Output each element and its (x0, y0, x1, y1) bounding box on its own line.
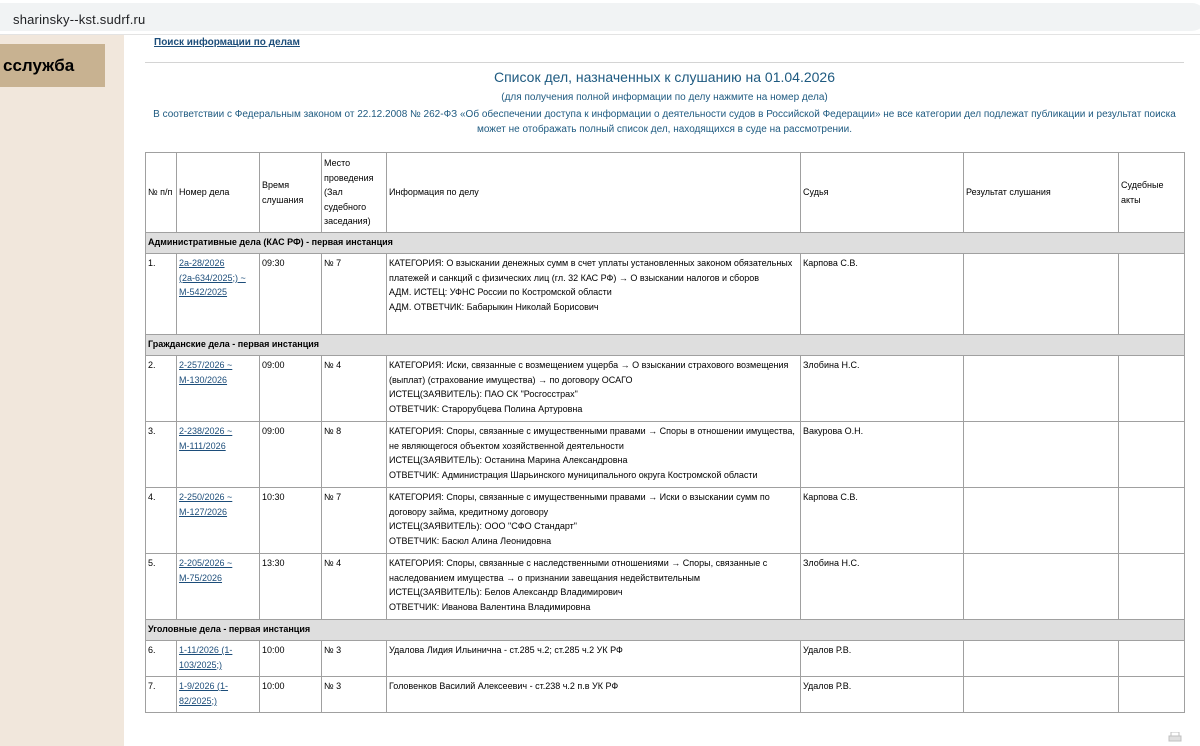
column-header: Место проведения (Зал судебного заседания) (322, 153, 387, 233)
info-line: КАТЕГОРИЯ: Иски, связанные с возмещением ущерба → О взыскании страхового возмещения (выплат) (страхование имущества) → по договору ОСАГО (389, 360, 789, 385)
section-title: Уголовные дела - первая инстанция (146, 620, 1185, 641)
courtroom: № 8 (322, 422, 387, 488)
info-line: КАТЕГОРИЯ: Споры, связанные с имущественными правами → Споры в отношении имущества, не являющегося объектом хозяйственной деятельности (389, 426, 795, 451)
hearing-result (964, 677, 1119, 713)
hearing-time: 10:00 (260, 677, 322, 713)
judge: Карпова С.В. (801, 254, 964, 335)
hearing-result (964, 488, 1119, 554)
info-line: ИСТЕЦ(ЗАЯВИТЕЛЬ): Белов Александр Владимирович (389, 587, 623, 598)
row-number: 5. (146, 554, 177, 620)
case-search-link[interactable]: Поиск информации по делам (154, 37, 300, 48)
case-number-link[interactable]: 1-9/2026 (1-82/2025;) (179, 681, 229, 706)
legal-notice: В соответствии с Федеральным законом от 22.12.2008 № 262-ФЗ «Об обеспечении доступа к информации о деятельности судов в Российской Федерации» не все категории дел подлежат публикации и результат поиска может не отображать полный список дел, находящихся в суде на рассмотрении. (153, 109, 1176, 135)
case-number-link[interactable]: 2-238/2026 ~ М-111/2026 (179, 426, 233, 451)
case-info (387, 554, 801, 620)
hearing-result (964, 254, 1119, 335)
row-number: 4. (146, 488, 177, 554)
info-line: ОТВЕТЧИК: Басюл Алина Леонидовна (389, 535, 552, 546)
row-number: 1. (146, 254, 177, 335)
court-acts (1119, 488, 1185, 554)
info-line: ОТВЕТЧИК: Администрация Шарьинского муниципального округа Костромской области (389, 469, 758, 480)
info-line: КАТЕГОРИЯ: Споры, связанные с имущественными правами → Иски о взыскании сумм по договору займа, кредитному договору (389, 492, 770, 517)
section-header-row (146, 335, 1185, 356)
judge: Злобина Н.С. (801, 554, 964, 620)
table-row (146, 554, 1185, 620)
case-info (387, 254, 801, 335)
case-info (387, 677, 801, 713)
court-acts (1119, 554, 1185, 620)
url-text[interactable]: sharinsky--kst.sudrf.ru (13, 12, 146, 27)
sidebar-menu-button[interactable]: сслужба (0, 44, 105, 87)
courtroom: № 4 (322, 356, 387, 422)
hearing-result (964, 356, 1119, 422)
court-acts (1119, 677, 1185, 713)
case-number-link[interactable]: 2-257/2026 ~ М-130/2026 (179, 360, 233, 385)
divider (145, 62, 1184, 63)
table-row (146, 422, 1185, 488)
info-line: АДМ. ИСТЕЦ: УФНС России по Костромской области (389, 287, 612, 298)
judge: Злобина Н.С. (801, 356, 964, 422)
case-info (387, 356, 801, 422)
cases-table (145, 152, 1185, 713)
court-acts (1119, 254, 1185, 335)
judge: Удалов Р.В. (801, 677, 964, 713)
section-header-row (146, 620, 1185, 641)
table-row (146, 356, 1185, 422)
case-number-link[interactable]: 1-11/2026 (1-103/2025;) (179, 645, 233, 670)
column-header: Время слушания (260, 153, 322, 233)
judge: Карпова С.В. (801, 488, 964, 554)
section-title: Гражданские дела - первая инстанция (146, 335, 1185, 356)
table-header-row (146, 153, 1185, 233)
info-line: ОТВЕТЧИК: Старорубцева Полина Артуровна (389, 403, 583, 414)
case-number-link[interactable]: 2а-28/2026 (2а-634/2025;) ~ М-542/2025 (179, 258, 246, 298)
info-line: ОТВЕТЧИК: Иванова Валентина Владимировна (389, 601, 591, 612)
case-number-link[interactable]: 2-250/2026 ~ М-127/2026 (179, 492, 233, 517)
section-title: Административные дела (КАС РФ) - первая инстанция (146, 233, 1185, 254)
row-number: 7. (146, 677, 177, 713)
table-row (146, 641, 1185, 677)
hearing-time: 09:00 (260, 422, 322, 488)
column-header: Информация по делу (387, 153, 801, 233)
courtroom: № 7 (322, 254, 387, 335)
url-field[interactable] (0, 3, 1200, 31)
info-line: ИСТЕЦ(ЗАЯВИТЕЛЬ): ПАО СК "Росгосстрах" (389, 389, 578, 400)
courtroom: № 3 (322, 677, 387, 713)
info-line: Головенков Василий Алексеевич - ст.238 ч.2 п.в УК РФ (389, 681, 619, 691)
judge: Вакурова О.Н. (801, 422, 964, 488)
table-body (146, 233, 1185, 713)
browser-address-bar (0, 0, 1200, 35)
hearing-result (964, 422, 1119, 488)
page-subtitle: (для получения полной информации по делу нажмите на номер дела) (501, 92, 828, 103)
case-info (387, 422, 801, 488)
hearing-time: 13:30 (260, 554, 322, 620)
column-header: № п/п (146, 153, 177, 233)
info-line: КАТЕГОРИЯ: О взыскании денежных сумм в счет уплаты установленных законом обязательных платежей и санкций с физических лиц (гл. 32 КАС РФ) → О взыскании налогов и сборов (389, 258, 793, 283)
section-header-row (146, 233, 1185, 254)
column-header: Результат слушания (964, 153, 1119, 233)
court-acts (1119, 356, 1185, 422)
courtroom: № 7 (322, 488, 387, 554)
row-number: 2. (146, 356, 177, 422)
row-number: 6. (146, 641, 177, 677)
court-acts (1119, 422, 1185, 488)
left-sidebar (0, 35, 124, 746)
case-info (387, 488, 801, 554)
info-line: ИСТЕЦ(ЗАЯВИТЕЛЬ): Останина Марина Александровна (389, 455, 628, 466)
info-line: КАТЕГОРИЯ: Споры, связанные с наследственными отношениями → Споры, связанные с наследованием имущества → о признании завещания недействительным (389, 558, 768, 583)
judge: Удалов Р.В. (801, 641, 964, 677)
courtroom: № 3 (322, 641, 387, 677)
case-info (387, 641, 801, 677)
hearing-time: 10:30 (260, 488, 322, 554)
court-acts (1119, 641, 1185, 677)
column-header: Судебные акты (1119, 153, 1185, 233)
info-line: ИСТЕЦ(ЗАЯВИТЕЛЬ): ООО "СФО Стандарт" (389, 521, 577, 532)
hearing-result (964, 554, 1119, 620)
courtroom: № 4 (322, 554, 387, 620)
column-header: Судья (801, 153, 964, 233)
page-title: Список дел, назначенных к слушанию на 01.04.2026 (493, 69, 835, 85)
info-line: Удалова Лидия Ильинична - ст.285 ч.2; ст.285 ч.2 УК РФ (389, 645, 623, 655)
column-header: Номер дела (177, 153, 260, 233)
hearing-time: 09:00 (260, 356, 322, 422)
table-row (146, 488, 1185, 554)
table-row (146, 677, 1185, 713)
table-row (146, 254, 1185, 335)
hearing-time: 09:30 (260, 254, 322, 335)
hearing-time: 10:00 (260, 641, 322, 677)
hearing-result (964, 641, 1119, 677)
case-number-link[interactable]: 2-205/2026 ~ М-75/2026 (179, 558, 233, 583)
info-line: АДМ. ОТВЕТЧИК: Бабарыкин Николай Борисович (389, 301, 599, 312)
printer-icon[interactable] (1168, 732, 1182, 742)
row-number: 3. (146, 422, 177, 488)
